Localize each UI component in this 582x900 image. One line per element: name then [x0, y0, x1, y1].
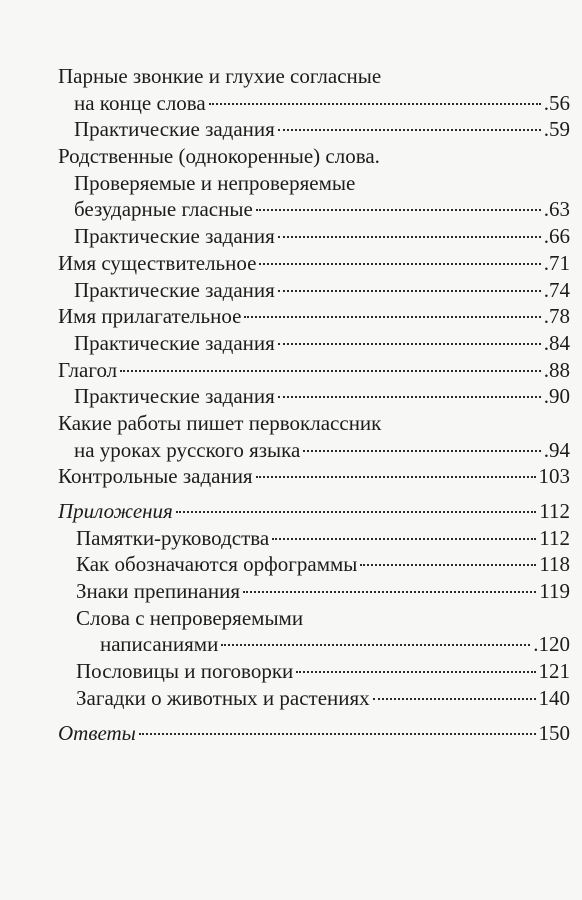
dot-leader [278, 343, 541, 345]
toc-page-number: .59 [543, 117, 570, 142]
toc-entry-title: Слова с непроверяемыми [76, 605, 304, 630]
dot-leader [272, 538, 536, 540]
toc-line [58, 116, 570, 143]
section-gap [58, 712, 570, 720]
toc-entry-title: Как обозначаются орфограммы [76, 552, 358, 577]
toc-line [58, 605, 570, 632]
toc-entry-title: Практические задания [74, 330, 275, 355]
dot-leader [296, 671, 535, 673]
dot-leader [278, 396, 541, 398]
toc-page-number: .84 [543, 330, 570, 355]
toc-line [58, 170, 570, 197]
toc-entry-title: Практические задания [74, 384, 275, 409]
toc-line [58, 277, 570, 304]
toc-entry-title: Контрольные задания [58, 464, 253, 489]
toc-entry-title: на уроках русского языка [74, 437, 301, 462]
toc-entry-title: Загадки о животных и растениях [76, 685, 370, 710]
toc-entry-title: Имя прилагательное [58, 304, 242, 329]
toc-line [58, 498, 570, 525]
toc-page-number: .120 [533, 632, 570, 657]
toc-line [58, 143, 570, 170]
dot-leader [259, 263, 540, 265]
toc-page-number: .88 [543, 357, 570, 382]
dot-leader [256, 209, 541, 211]
dot-leader [243, 591, 536, 593]
toc-page-number: 121 [538, 659, 570, 684]
toc-entry-title: Имя существительное [58, 250, 257, 275]
dot-leader [209, 103, 541, 105]
dot-leader [373, 698, 536, 700]
toc-entry-title: безударные гласные [74, 197, 253, 222]
dot-leader [176, 511, 536, 513]
toc-entry-title: Практические задания [74, 224, 275, 249]
toc-page-number: 118 [539, 552, 570, 577]
toc-entry-title: Приложения [58, 499, 173, 523]
toc-line [58, 578, 570, 605]
toc-line [58, 720, 570, 747]
toc-entry-title: Практические задания [74, 117, 275, 142]
dot-leader [278, 129, 541, 131]
dot-leader [256, 476, 536, 478]
toc-page-number: 119 [539, 579, 570, 604]
toc-page-number: .66 [543, 224, 570, 249]
toc-page-number: .78 [543, 304, 570, 329]
toc-line [58, 658, 570, 685]
toc-line [58, 631, 570, 658]
toc-page-number: 150 [538, 720, 570, 745]
toc-line [58, 437, 570, 464]
toc-page-number: 112 [539, 525, 570, 550]
toc-entry-title: Памятки-руководства [76, 525, 270, 550]
toc-line [58, 525, 570, 552]
toc-line [58, 410, 570, 437]
table-of-contents [58, 63, 570, 746]
toc-page-number: .56 [543, 90, 570, 115]
dot-leader [303, 450, 540, 452]
toc-entry-title: Практические задания [74, 277, 275, 302]
toc-line [58, 196, 570, 223]
dot-leader [244, 316, 540, 318]
toc-line [58, 383, 570, 410]
toc-line [58, 63, 570, 90]
toc-line [58, 330, 570, 357]
toc-line [58, 357, 570, 384]
toc-page-number: 103 [538, 464, 570, 489]
toc-line [58, 463, 570, 490]
toc-line [58, 250, 570, 277]
toc-entry-title: Какие работы пишет первоклассник [58, 410, 382, 435]
toc-page-number: .94 [543, 437, 570, 462]
toc-entry-title: Пословицы и поговорки [76, 659, 294, 684]
toc-line [58, 223, 570, 250]
dot-leader [139, 733, 536, 735]
dot-leader [278, 290, 541, 292]
dot-leader [278, 236, 541, 238]
toc-page-number: .71 [543, 250, 570, 275]
toc-entry-title: Родственные (однокоренные) слова. [58, 144, 380, 169]
section-gap [58, 490, 570, 498]
toc-entry-title: написаниями [100, 632, 219, 657]
dot-leader [360, 564, 536, 566]
toc-page-number: 140 [538, 685, 570, 710]
toc-line [58, 685, 570, 712]
toc-entry-title: на конце слова [74, 90, 206, 115]
toc-page-number: .74 [543, 277, 570, 302]
toc-entry-title: Парные звонкие и глухие согласные [58, 64, 382, 88]
dot-leader [221, 644, 530, 646]
toc-entry-title: Знаки препинания [76, 579, 241, 604]
toc-line [58, 303, 570, 330]
toc-page-number: .90 [543, 384, 570, 409]
toc-line [58, 90, 570, 117]
toc-entry-title: Глагол [58, 357, 118, 382]
toc-entry-title: Проверяемые и непроверяемые [74, 170, 356, 195]
toc-entry-title: Ответы [58, 720, 136, 745]
toc-page-number: 112 [539, 499, 570, 523]
toc-line [58, 551, 570, 578]
toc-page-number: .63 [543, 197, 570, 222]
dot-leader [120, 370, 541, 372]
